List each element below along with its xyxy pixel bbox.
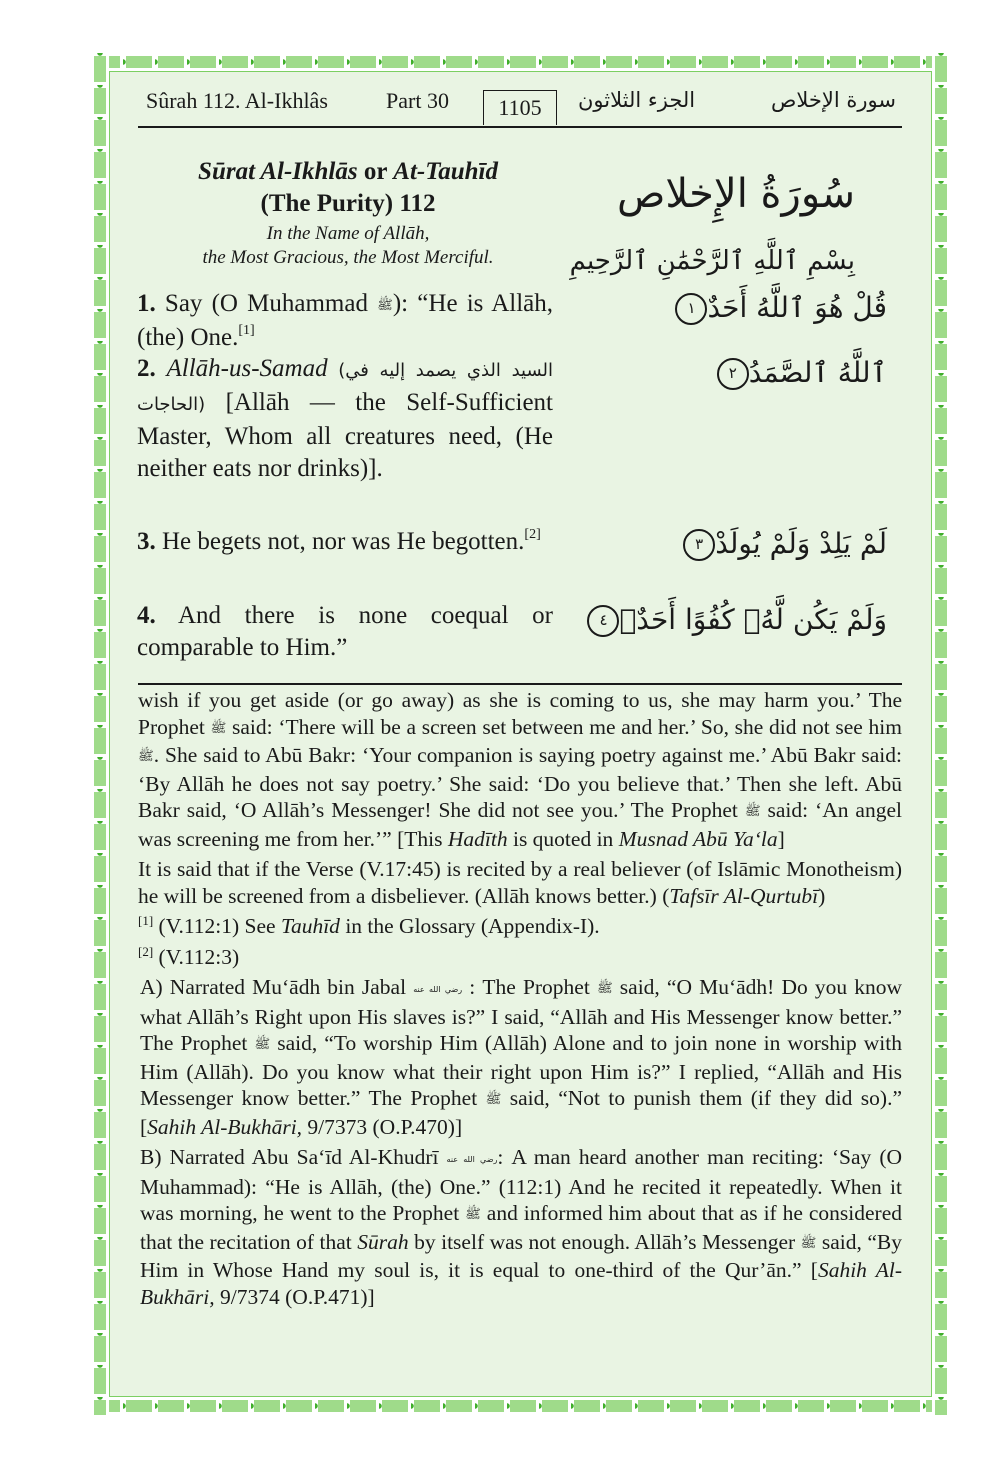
- narration-a: A) Narrated Mu‘ādh bin Jabal رضي الله عنه : The Prophet ﷺ said, “O Mu‘ādh! Do you know what Allāh’s Right upon His slaves is?” I said, “Allāh and His Messenger know better.” The Prophet ﷺ said, “To worship Him (Allāh) Alone and to join none in worship with Him (Allāh). Do you know what their right upon Him is?” I replied, “Allāh and His Messenger know better.” The Prophet ﷺ said, “Not to punish them (if they did so).” [Sahih Al-Bukhāri, 9/7373 (O.P.470)]: [140, 975, 903, 1139]
- running-header: [138, 88, 902, 128]
- verse-text: He begets not, nor was He begotten.: [155, 528, 525, 555]
- verse-text: [Allāh — the Self-Sufficient Master, Whom all creatures need, (He neither eats nor drinks)].: [137, 389, 553, 482]
- surah-subtitle: (The Purity) 112: [260, 190, 436, 217]
- arabic-basmala: بِسْمِ ٱللَّهِ ٱلرَّحْمَٰنِ ٱلرَّحِيمِ: [569, 246, 855, 276]
- verse-text: Say (O Muhammad: [155, 290, 378, 317]
- verse-1-arabic: [669, 291, 887, 325]
- surah-label: Sûrah 112. Al-Ikhlâs: [146, 88, 328, 113]
- pbuh-glyph-icon: ﷺ: [210, 720, 227, 736]
- ayah-end-marker-icon: ٤: [587, 605, 619, 637]
- verse-4-arabic: [581, 603, 887, 637]
- arabic-gloss: (السيد الذي يصمد إليه في الحاجات): [137, 360, 554, 415]
- narration-b: B) Narrated Abu Sa‘īd Al-Khudrī رضي الله عنه: A man heard another man reciting: ‘Say (O Muhammad): “He is Allāh, (the) One.” (112:1) And he recited it repeatedly. When it was morning, he went to the Prophet ﷺ and informed him about that as if he considered that the recitation of that Sūrah by itself was not enough. Allāh’s Messenger ﷺ said, “By Him in Whose Hand my soul is, it is equal to one-third of the Qur’ān.” [Sahih Al-Bukhāri, 9/7374 (O.P.471)]: [140, 1145, 903, 1309]
- footnote-marker-1: [1]: [138, 913, 154, 928]
- ayah-end-marker-icon: ٢: [717, 358, 749, 390]
- section-divider: [138, 683, 902, 685]
- commentary-paragraph-2: It is said that if the Verse (V.17:45) is recited by a real believer (of Islāmic Monotheism) he will be screened from a disbeliever. (Allāh knows better.) (Tafsīr Al-Qurtubī): [138, 857, 902, 908]
- surah-title: [138, 156, 558, 188]
- arabic-verse-text: قُلْ هُوَ ٱللَّهُ أَحَدٌ: [707, 291, 887, 324]
- chain-border-bottom: [91, 1397, 950, 1415]
- ayah-end-marker-icon: ٣: [683, 529, 715, 561]
- radiallahu-glyph-icon: رضي الله عنه: [446, 1155, 498, 1164]
- verse-text: And there is none coequal or comparable to Him.”: [137, 602, 553, 661]
- verse-number: 1.: [137, 290, 156, 317]
- basmala-english-1: In the Name of Allāh,: [266, 223, 430, 244]
- pbuh-glyph-icon: ﷺ: [465, 1207, 481, 1222]
- title-italic-b: At-Tauhīd: [393, 158, 498, 185]
- surah-title-block: [138, 156, 558, 270]
- arabic-verse-text: لَمْ يَلِدْ وَلَمْ يُولَدْ: [715, 527, 887, 560]
- commentary-footnotes: [138, 687, 902, 1314]
- chain-border-left: [91, 53, 109, 1415]
- part-label: Part 30: [386, 88, 449, 113]
- verse-number: 4.: [137, 602, 156, 629]
- pbuh-glyph-icon: ﷺ: [138, 749, 154, 764]
- footnote-2: [2] (V.112:3): [138, 943, 240, 969]
- pbuh-glyph-icon: ﷺ: [254, 1037, 271, 1052]
- footnote-ref-1[interactable]: [1]: [238, 323, 255, 338]
- footnote-marker-2: [2]: [138, 943, 154, 959]
- chain-border-top: [91, 53, 950, 71]
- pbuh-glyph-icon: ﷺ: [744, 804, 761, 819]
- pbuh-glyph-icon: ﷺ: [485, 1092, 502, 1107]
- page-number: 1105: [483, 90, 557, 125]
- ayah-end-marker-icon: ١: [675, 293, 707, 325]
- verse-1-english: [137, 288, 553, 354]
- arabic-part-label: الجزء الثلاثون: [578, 88, 696, 112]
- footnote-ref-2[interactable]: [2]: [524, 527, 541, 542]
- footnote-1: [1] (V.112:1) See Tauhīd in the Glossary (Appendix-I).: [138, 913, 600, 938]
- arabic-verse-text: ٱللَّهُ ٱلصَّمَدُ: [748, 356, 887, 389]
- basmala-english-2: the Most Gracious, the Most Merciful.: [202, 247, 494, 268]
- arabic-surah-title: سُورَةُ الإِخلاص: [616, 171, 855, 217]
- arabic-surah-label: سورة الإخلاص: [771, 88, 896, 112]
- verse-italic: Allāh-us-Samad: [155, 355, 328, 382]
- book-page: [91, 53, 950, 1415]
- verse-3-english: [137, 526, 553, 558]
- chain-border-right: [932, 53, 950, 1415]
- title-or: or: [357, 158, 394, 185]
- verse-number: 2.: [137, 355, 156, 382]
- title-italic-a: Sūrat Al-Ikhlās: [198, 158, 358, 185]
- verse-text: ): “He is Allāh, (the) One.: [137, 290, 553, 351]
- radiallahu-glyph-icon: رضي الله عنه: [413, 985, 463, 994]
- pbuh-glyph-icon: ﷺ: [800, 1235, 817, 1251]
- arabic-verse-text: وَلَمْ يَكُن لَّهُۥ كُفُوًا أَحَدٌۢ: [619, 603, 887, 636]
- commentary-paragraph-1: wish if you get aside (or go away) as she is coming to us, she may harm you.’ The Prophet ﷺ said: ‘There will be a screen set between me and her.’ So, she did not see him ﷺ. She said to Abū Bakr: ‘Your companion is saying poetry against me.’ Abū Bakr said: ‘By Allāh he does not say poetry.’ She said: ‘Do you believe that.’ Then she left. Abū Bakr said, ‘O Allāh’s Messenger! She did not see you.’ The Prophet ﷺ said: ‘An angel was screening me from her.’” [This Hadīth is quoted in Musnad Abū Ya‘la]: [138, 688, 902, 851]
- pbuh-glyph-icon: ﷺ: [377, 298, 393, 313]
- verse-4-english: [137, 600, 553, 664]
- verse-number: 3.: [137, 528, 156, 555]
- verse-3-arabic: [677, 527, 887, 561]
- verse-2-arabic: [711, 356, 887, 390]
- pbuh-glyph-icon: ﷺ: [596, 981, 613, 996]
- verse-2-english: [137, 353, 553, 485]
